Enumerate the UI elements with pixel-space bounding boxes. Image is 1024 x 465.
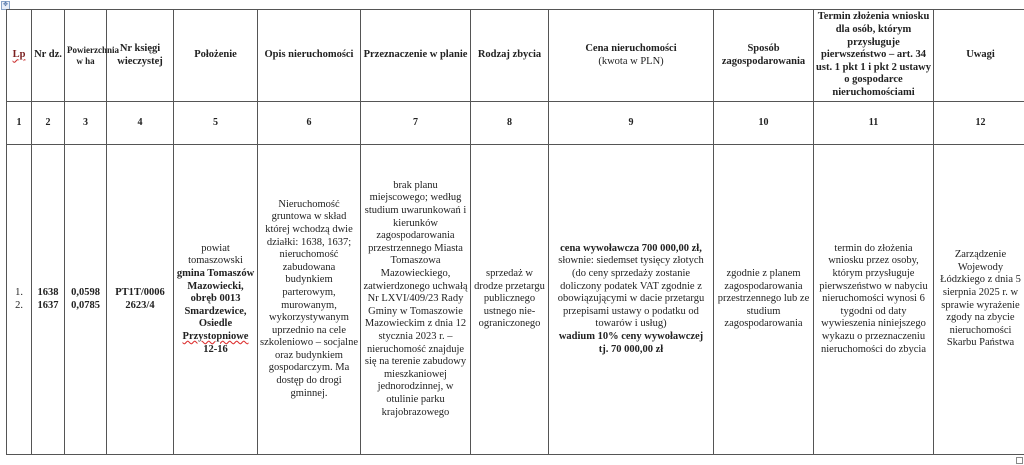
column-number: 4	[107, 102, 174, 145]
cell-lp	[7, 145, 32, 455]
cell-przeznaczenie: brak planu miejscowego; według studium uwarunkowań i kierunków zagospodarowania przestrzennego Miasta Tomaszowa Mazowieckiego, zatwierdzonego uchwałą Nr LXVI/409/23 Rady Gminy w Tomaszowie Mazowieckim z dnia 12 stycznia 2023 r. – nieruchomość znajduje się na terenie zabudowy mieszkaniowej jednorodzinnej, w otulinie parku krajobrazowego	[361, 145, 471, 455]
header-opis: Opis nieruchomości	[258, 10, 361, 102]
table-move-handle-icon[interactable]: ✥	[2, 2, 9, 8]
header-row	[7, 10, 1024, 102]
column-number-row	[7, 102, 1024, 145]
header-termin: Termin złożenia wniosku dla osób, którym przysługuje pierwszeństwo – art. 34 ust. 1 pkt 1 i pkt 2 ustawy o gospodarce nieruchomościami	[814, 10, 934, 102]
lp-item: 1.	[15, 286, 23, 298]
cell-opis: Nieruchomość gruntowa w skład której wchodzą dwie działki: 1638, 1637; nieruchomość zabudowana budynkiem parterowym, murowanym, wykorzystywanym uprzednio na cele szkoleniowo – socjalne oraz budynkiem gospodarczym. Ma dostęp do drogi gminnej.	[258, 145, 361, 455]
cell-uwagi: Zarządzenie Wojewody Łódzkiego z dnia 5 sierpnia 2025 r. w sprawie wyrażenie zgody na zbycie nieruchomości Skarbu Państwa	[934, 145, 1024, 455]
column-number: 7	[361, 102, 471, 145]
cell-nr-dz	[32, 145, 65, 455]
lp-item: 2.	[15, 299, 23, 311]
header-lp: Lp	[7, 10, 32, 102]
cell-powierzchnia	[65, 145, 107, 455]
parcel-number: 1637	[37, 299, 59, 311]
column-number: 5	[174, 102, 258, 145]
header-przeznaczenie: Przeznaczenie w planie	[361, 10, 471, 102]
parcel-area: 0,0598	[71, 286, 100, 298]
land-register-part: 2623/4	[125, 299, 155, 311]
cell-termin: termin do złożenia wniosku przez osoby, którym przysługuje pierwszeństwo w nabyciu nieruchomości wynosi 6 tygodni od daty wywieszenia niniejszego wykazu o przeznaczeniu nieruchomości do zbycia	[814, 145, 934, 455]
parcel-number: 1638	[37, 286, 59, 298]
column-number: 8	[471, 102, 549, 145]
location-street: Przystopniowe	[182, 330, 249, 342]
asking-price: cena wywoławcza 700 000,00 zł,	[560, 242, 702, 254]
table-resize-handle-icon[interactable]	[1016, 457, 1023, 464]
deposit-label: wadium 10% ceny wywoławczej	[558, 330, 704, 342]
table-row	[7, 145, 1024, 455]
column-number: 3	[65, 102, 107, 145]
location-gmina: gmina Tomaszów Mazowiecki, obręb 0013 Smardzewice, Osiedle	[176, 268, 255, 330]
header-nr-ksiegi: Nr księgi wieczystej	[107, 10, 174, 102]
land-register-part: PT1T/0006	[115, 286, 165, 298]
column-number: 2	[32, 102, 65, 145]
cell-rodzaj: sprzedaż w drodze przetargu publicznego ustnego nie-ograniczonego	[471, 145, 549, 455]
deposit-amount: tj. 70 000,00 zł	[598, 343, 664, 355]
cell-nr-ksiegi	[107, 145, 174, 455]
header-rodzaj: Rodzaj zbycia	[471, 10, 549, 102]
price-in-words: słownie: siedemset tysięcy złotych (do ceny sprzedaży zostanie doliczony podatek VAT zgodnie z obowiązującymi w dacie przetargu przepisami ustawy o podatku od towarów i usług)	[557, 255, 705, 330]
property-listing-table	[6, 9, 1024, 455]
location-powiat: powiat tomaszowski	[188, 242, 243, 267]
cell-sposob: zgodnie z planem zagospodarowania przestrzennego lub ze studium zagospodarowania	[714, 145, 814, 455]
location-number: 12-16	[203, 343, 228, 355]
column-number: 10	[714, 102, 814, 145]
header-cena-title: Cena nieruchomości	[585, 42, 677, 54]
column-number: 12	[934, 102, 1024, 145]
column-number: 6	[258, 102, 361, 145]
header-polozenie: Położenie	[174, 10, 258, 102]
column-number: 1	[7, 102, 32, 145]
cell-polozenie	[174, 145, 258, 455]
header-powierzchnia: Powierzchnia w ha	[65, 10, 107, 102]
column-number: 9	[549, 102, 714, 145]
header-cena	[549, 10, 714, 102]
header-cena-sub: (kwota w PLN)	[598, 55, 664, 67]
cell-cena	[549, 145, 714, 455]
header-nr-dz: Nr dz.	[32, 10, 65, 102]
header-uwagi: Uwagi	[934, 10, 1024, 102]
column-number: 11	[814, 102, 934, 145]
header-sposob: Sposób zagospodarowania	[714, 10, 814, 102]
parcel-area: 0,0785	[71, 299, 100, 311]
